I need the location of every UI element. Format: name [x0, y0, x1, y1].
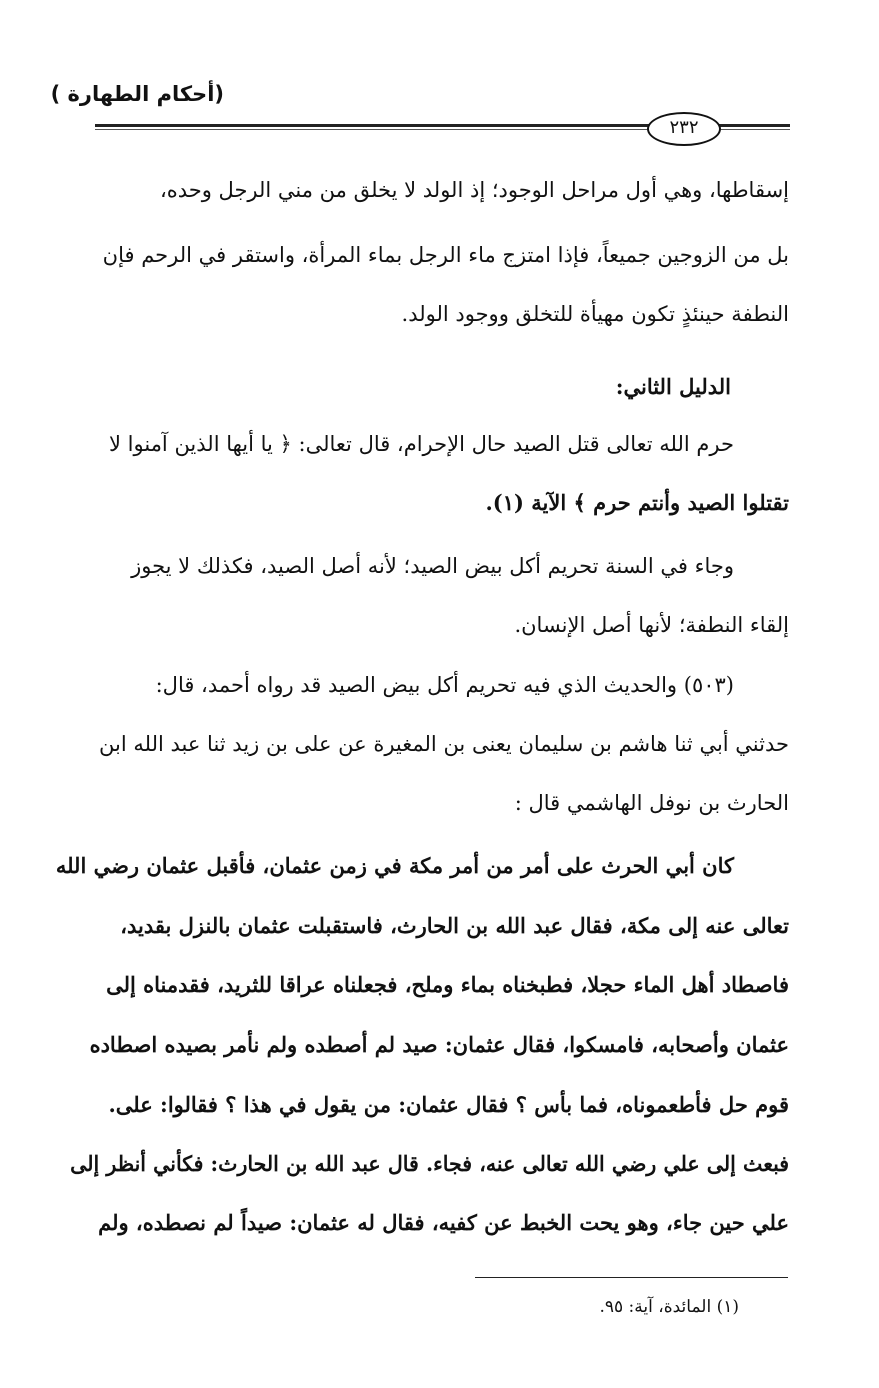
body-line: حرم الله تعالى قتل الصيد حال الإحرام، قال تعالى: ﴿ يا أيها الذين آمنوا لا — [109, 432, 734, 456]
quran-verse-line: تقتلوا الصيد وأنتم حرم ﴾ الآية (١). — [485, 490, 789, 515]
body-line: النطفة حينئذٍ تكون مهيأة للتخلق ووجود الولد. — [401, 302, 789, 326]
body-line: الحارث بن نوفل الهاشمي قال : — [514, 791, 789, 815]
body-line: حدثني أبي ثنا هاشم بن سليمان يعنى بن المغيرة عن على بن زيد ثنا عبد الله ابن — [99, 732, 789, 756]
hadith-number-line: (٥٠٣) والحديث الذي فيه تحريم أكل بيض الصيد قد رواه أحمد، قال: — [155, 673, 734, 697]
running-title: (أحكام الطهارة ) — [50, 82, 224, 106]
hadith-text-line: عثمان وأصحابه، فامسكوا، فقال عثمان: صيد لم أصطده ولم نأمر بصيده اصطاده — [89, 1032, 789, 1057]
hadith-text-line: فاصطاد أهل الماء حجلا، فطبخناه بماء وملح، فجعلناه عراقا للثريد، فقدمناه إلى — [106, 972, 789, 997]
page-number: ٢٣٢ — [647, 112, 721, 146]
hadith-text-line: فبعث إلى علي رضي الله تعالى عنه، فجاء. قال عبد الله بن الحارث: فكأني أنظر إلى — [70, 1151, 789, 1176]
hadith-text-line: كان أبي الحرث على أمر من أمر مكة في زمن عثمان، فأقبل عثمان رضي الله — [55, 853, 734, 878]
hadith-text-line: تعالى عنه إلى مكة، فقال عبد الله بن الحارث، فاستقبلت عثمان بالنزل بقديد، — [120, 913, 789, 938]
section-heading: الدليل الثاني: — [615, 374, 731, 399]
hadith-text-line: علي حين جاء، وهو يحت الخبط عن كفيه، فقال له عثمان: صيداً لم نصطده، ولم — [98, 1210, 789, 1235]
hadith-text-line: قوم حل فأطعموناه، فما بأس ؟ فقال عثمان: من يقول في هذا ؟ فقالوا: على. — [108, 1092, 789, 1117]
body-line: وجاء في السنة تحريم أكل بيض الصيد؛ لأنه أصل الصيد، فكذلك لا يجوز — [131, 554, 734, 578]
footnote-rule — [475, 1277, 788, 1278]
footnote: (١) المائدة، آية: ٩٥. — [599, 1297, 739, 1317]
body-line: إلقاء النطفة؛ لأنها أصل الإنسان. — [514, 613, 789, 637]
body-line: بل من الزوجين جميعاً، فإذا امتزج ماء الرجل بماء المرأة، واستقر في الرحم فإن — [102, 243, 789, 267]
body-line: إسقاطها، وهي أول مراحل الوجود؛ إذ الولد لا يخلق من مني الرجل وحده، — [159, 178, 789, 202]
